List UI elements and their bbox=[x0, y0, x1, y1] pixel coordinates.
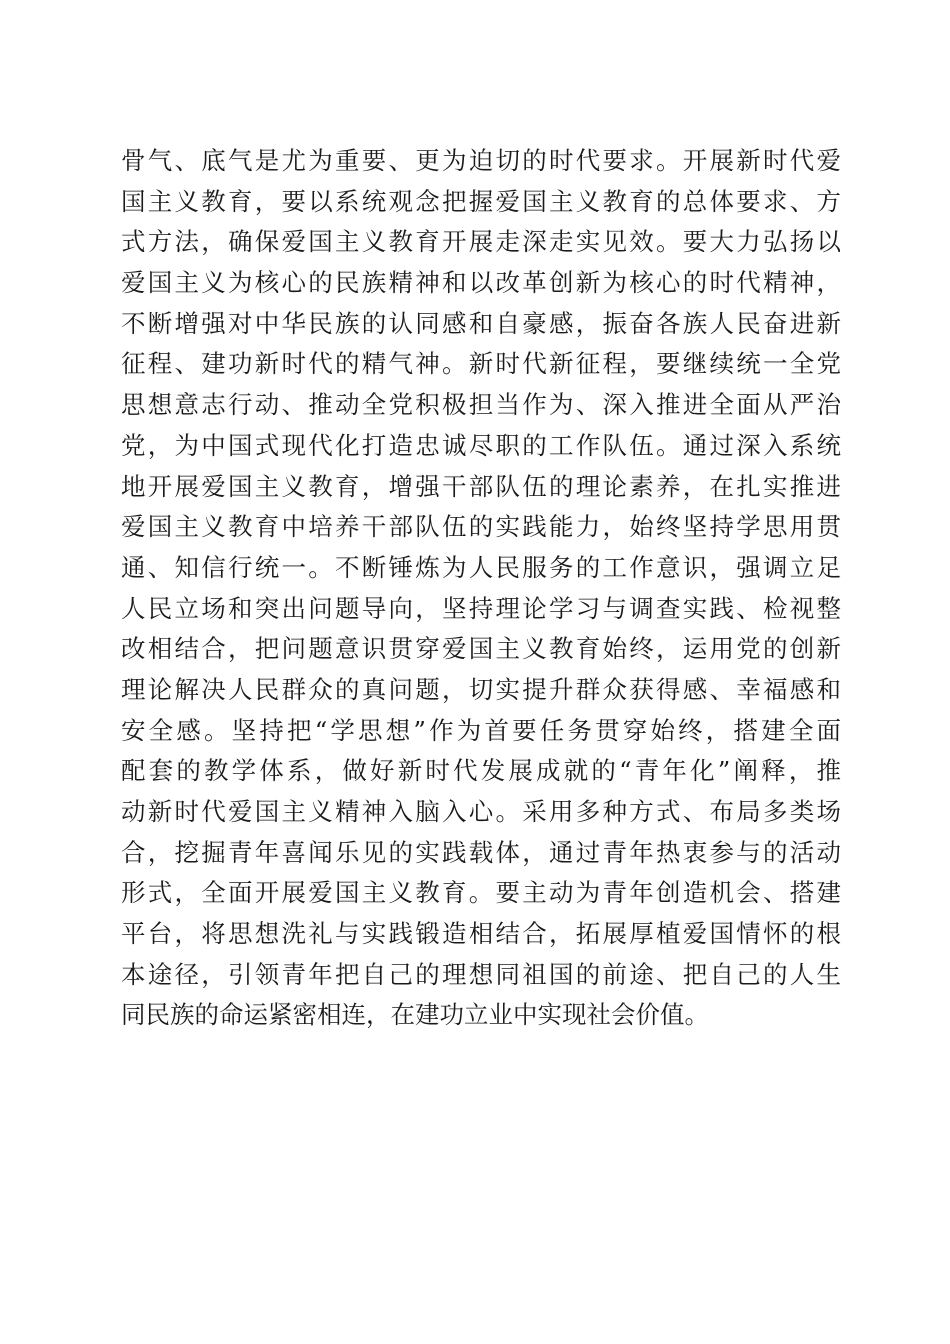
text-line: 党，为中国式现代化打造忠诚尽职的工作队伍。通过深入系统 bbox=[121, 430, 841, 460]
text-line: 国主义教育，要以系统观念把握爱国主义教育的总体要求、方 bbox=[121, 186, 841, 216]
text-line: 理论解决人民群众的真问题，切实提升群众获得感、幸福感和 bbox=[121, 674, 841, 704]
text-line: 通、知信行统一。不断锤炼为人民服务的工作意识，强调立足 bbox=[121, 552, 841, 582]
text-line: 式方法，确保爱国主义教育开展走深走实见效。要大力弘扬以 bbox=[121, 227, 841, 257]
text-line: 思想意志行动、推动全党积极担当作为、深入推进全面从严治 bbox=[121, 390, 841, 420]
text-line: 动新时代爱国主义精神入脑入心。采用多种方式、布局多类场 bbox=[121, 797, 841, 826]
body-paragraph bbox=[121, 141, 841, 1036]
text-line: 人民立场和突出问题导向，坚持理论学习与调查实践、检视整 bbox=[121, 593, 841, 623]
text-line: 改相结合，把问题意识贯穿爱国主义教育始终，运用党的创新 bbox=[121, 634, 841, 664]
text-line: 骨气、底气是尤为重要、更为迫切的时代要求。开展新时代爱 bbox=[121, 146, 841, 175]
text-line: 爱国主义为核心的民族精神和以改革创新为核心的时代精神， bbox=[121, 268, 841, 298]
text-line: 合，挖掘青年喜闻乐见的实践载体，通过青年热衷参与的活动 bbox=[121, 837, 841, 867]
text-line: 形式，全面开展爱国主义教育。要主动为青年创造机会、搭建 bbox=[121, 878, 841, 908]
text-line: 地开展爱国主义教育，增强干部队伍的理论素养，在扎实推进 bbox=[121, 471, 841, 501]
text-line: 平台，将思想洗礼与实践锻造相结合，拓展厚植爱国情怀的根 bbox=[121, 919, 841, 949]
text-line: 不断增强对中华民族的认同感和自豪感，振奋各族人民奋进新 bbox=[121, 308, 841, 338]
text-line: 爱国主义教育中培养干部队伍的实践能力，始终坚持学思用贯 bbox=[121, 512, 841, 542]
text-line: 本途径，引领青年把自己的理想同祖国的前途、把自己的人生 bbox=[121, 959, 841, 989]
text-line-last: 同民族的命运紧密相连，在建功立业中实现社会价值。 bbox=[121, 1000, 709, 1030]
text-line: 征程、建功新时代的精气神。新时代新征程，要继续统一全党 bbox=[121, 349, 841, 379]
text-line: 安全感。坚持把“学思想”作为首要任务贯穿始终，搭建全面 bbox=[121, 715, 841, 745]
text-line: 配套的教学体系，做好新时代发展成就的“青年化”阐释，推 bbox=[121, 756, 841, 786]
